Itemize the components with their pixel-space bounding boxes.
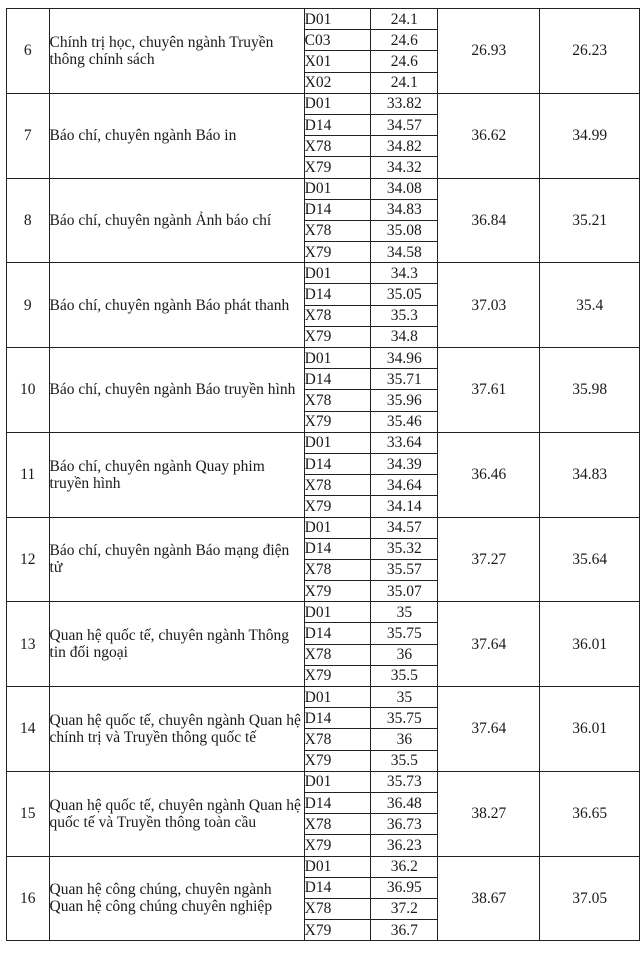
subject-combination: X78 xyxy=(304,390,371,411)
combination-score: 36.48 xyxy=(371,792,438,813)
combination-score: 36.7 xyxy=(371,920,438,941)
combination-score: 35.71 xyxy=(371,369,438,390)
score-column-5: 37.27 xyxy=(438,517,540,602)
score-column-6: 35.4 xyxy=(540,263,640,348)
score-column-6: 35.21 xyxy=(540,178,640,263)
subject-combination: X79 xyxy=(304,665,371,686)
combination-score: 34.32 xyxy=(371,157,438,178)
subject-combination: D14 xyxy=(304,877,371,898)
table-row xyxy=(7,9,640,30)
combination-score: 37.2 xyxy=(371,898,438,919)
combination-score: 35.57 xyxy=(371,559,438,580)
program-number: 13 xyxy=(7,602,50,687)
combination-score: 34.64 xyxy=(371,475,438,496)
subject-combination: X78 xyxy=(304,475,371,496)
table-row xyxy=(7,263,640,284)
score-column-6: 34.83 xyxy=(540,432,640,517)
combination-score: 34.08 xyxy=(371,178,438,199)
subject-combination: X79 xyxy=(304,835,371,856)
combination-score: 34.82 xyxy=(371,136,438,157)
score-column-6: 36.65 xyxy=(540,771,640,856)
combination-score: 35.3 xyxy=(371,305,438,326)
subject-combination: D01 xyxy=(304,687,371,708)
program-name: Quan hệ công chúng, chuyên ngành Quan hệ công chúng chuyên nghiệp xyxy=(49,856,304,941)
table-row xyxy=(7,348,640,369)
combination-score: 24.1 xyxy=(371,72,438,93)
subject-combination: D14 xyxy=(304,369,371,390)
subject-combination: D14 xyxy=(304,708,371,729)
subject-combination: X79 xyxy=(304,750,371,771)
subject-combination: X78 xyxy=(304,305,371,326)
admission-score-table xyxy=(6,8,640,941)
score-column-5: 38.67 xyxy=(438,856,540,941)
subject-combination: D01 xyxy=(304,432,371,453)
score-column-5: 26.93 xyxy=(438,9,540,94)
subject-combination: D14 xyxy=(304,623,371,644)
score-column-6: 35.64 xyxy=(540,517,640,602)
combination-score: 36.2 xyxy=(371,856,438,877)
combination-score: 35.32 xyxy=(371,538,438,559)
combination-score: 36.73 xyxy=(371,814,438,835)
score-column-6: 35.98 xyxy=(540,348,640,433)
score-column-6: 36.01 xyxy=(540,687,640,772)
score-column-6: 26.23 xyxy=(540,9,640,94)
subject-combination: D14 xyxy=(304,199,371,220)
combination-score: 35 xyxy=(371,687,438,708)
subject-combination: D14 xyxy=(304,538,371,559)
combination-score: 36.95 xyxy=(371,877,438,898)
combination-score: 24.6 xyxy=(371,51,438,72)
combination-score: 24.6 xyxy=(371,30,438,51)
combination-score: 36.23 xyxy=(371,835,438,856)
table-row xyxy=(7,432,640,453)
subject-combination: D01 xyxy=(304,93,371,114)
subject-combination: D14 xyxy=(304,284,371,305)
subject-combination: X79 xyxy=(304,581,371,602)
program-number: 6 xyxy=(7,9,50,94)
table-row xyxy=(7,93,640,114)
subject-combination: D01 xyxy=(304,348,371,369)
combination-score: 35.46 xyxy=(371,411,438,432)
program-name: Quan hệ quốc tế, chuyên ngành Thông tin đối ngoại xyxy=(49,602,304,687)
table-row xyxy=(7,771,640,792)
subject-combination: X79 xyxy=(304,157,371,178)
combination-score: 34.3 xyxy=(371,263,438,284)
subject-combination: X78 xyxy=(304,136,371,157)
subject-combination: X01 xyxy=(304,51,371,72)
subject-combination: X79 xyxy=(304,920,371,941)
score-column-5: 36.84 xyxy=(438,178,540,263)
subject-combination: D01 xyxy=(304,771,371,792)
combination-score: 35.5 xyxy=(371,750,438,771)
program-name: Báo chí, chuyên ngành Quay phim truyền hình xyxy=(49,432,304,517)
combination-score: 35.75 xyxy=(371,708,438,729)
score-column-5: 38.27 xyxy=(438,771,540,856)
combination-score: 35.75 xyxy=(371,623,438,644)
subject-combination: X79 xyxy=(304,496,371,517)
subject-combination: D14 xyxy=(304,453,371,474)
subject-combination: D01 xyxy=(304,263,371,284)
score-column-5: 36.62 xyxy=(438,93,540,178)
program-name: Báo chí, chuyên ngành Báo in xyxy=(49,93,304,178)
combination-score: 35 xyxy=(371,602,438,623)
subject-combination: X02 xyxy=(304,72,371,93)
subject-combination: X78 xyxy=(304,559,371,580)
program-number: 16 xyxy=(7,856,50,941)
program-number: 10 xyxy=(7,348,50,433)
table-body xyxy=(7,9,640,941)
subject-combination: X78 xyxy=(304,814,371,835)
combination-score: 34.14 xyxy=(371,496,438,517)
combination-score: 33.82 xyxy=(371,93,438,114)
subject-combination: D14 xyxy=(304,792,371,813)
combination-score: 34.96 xyxy=(371,348,438,369)
score-column-6: 37.05 xyxy=(540,856,640,941)
score-column-5: 36.46 xyxy=(438,432,540,517)
combination-score: 35.96 xyxy=(371,390,438,411)
subject-combination: D01 xyxy=(304,517,371,538)
table-row xyxy=(7,687,640,708)
combination-score: 34.83 xyxy=(371,199,438,220)
combination-score: 35.73 xyxy=(371,771,438,792)
combination-score: 34.57 xyxy=(371,517,438,538)
subject-combination: D01 xyxy=(304,856,371,877)
program-name: Báo chí, chuyên ngành Báo mạng điện tử xyxy=(49,517,304,602)
subject-combination: X78 xyxy=(304,898,371,919)
program-name: Quan hệ quốc tế, chuyên ngành Quan hệ quốc tế và Truyền thông toàn cầu xyxy=(49,771,304,856)
subject-combination: D01 xyxy=(304,602,371,623)
subject-combination: D01 xyxy=(304,9,371,30)
subject-combination: X79 xyxy=(304,242,371,263)
program-name: Báo chí, chuyên ngành Báo truyền hình xyxy=(49,348,304,433)
combination-score: 24.1 xyxy=(371,9,438,30)
program-name: Quan hệ quốc tế, chuyên ngành Quan hệ chính trị và Truyền thông quốc tế xyxy=(49,687,304,772)
subject-combination: X78 xyxy=(304,729,371,750)
score-column-6: 34.99 xyxy=(540,93,640,178)
score-column-5: 37.03 xyxy=(438,263,540,348)
combination-score: 35.05 xyxy=(371,284,438,305)
program-name: Báo chí, chuyên ngành Ảnh báo chí xyxy=(49,178,304,263)
subject-combination: D14 xyxy=(304,114,371,135)
score-column-5: 37.64 xyxy=(438,602,540,687)
program-number: 9 xyxy=(7,263,50,348)
program-name: Chính trị học, chuyên ngành Truyền thông chính sách xyxy=(49,9,304,94)
program-number: 8 xyxy=(7,178,50,263)
program-number: 7 xyxy=(7,93,50,178)
program-name: Báo chí, chuyên ngành Báo phát thanh xyxy=(49,263,304,348)
subject-combination: X79 xyxy=(304,411,371,432)
score-column-6: 36.01 xyxy=(540,602,640,687)
subject-combination: D01 xyxy=(304,178,371,199)
combination-score: 34.57 xyxy=(371,114,438,135)
combination-score: 34.8 xyxy=(371,326,438,347)
program-number: 12 xyxy=(7,517,50,602)
table-row xyxy=(7,602,640,623)
table-row xyxy=(7,517,640,538)
combination-score: 35.5 xyxy=(371,665,438,686)
subject-combination: X78 xyxy=(304,220,371,241)
subject-combination: X79 xyxy=(304,326,371,347)
combination-score: 35.08 xyxy=(371,220,438,241)
combination-score: 33.64 xyxy=(371,432,438,453)
combination-score: 36 xyxy=(371,729,438,750)
subject-combination: X78 xyxy=(304,644,371,665)
combination-score: 36 xyxy=(371,644,438,665)
combination-score: 35.07 xyxy=(371,581,438,602)
subject-combination: C03 xyxy=(304,30,371,51)
program-number: 11 xyxy=(7,432,50,517)
table-row xyxy=(7,856,640,877)
combination-score: 34.58 xyxy=(371,242,438,263)
combination-score: 34.39 xyxy=(371,453,438,474)
table-row xyxy=(7,178,640,199)
score-column-5: 37.64 xyxy=(438,687,540,772)
score-column-5: 37.61 xyxy=(438,348,540,433)
program-number: 14 xyxy=(7,687,50,772)
program-number: 15 xyxy=(7,771,50,856)
